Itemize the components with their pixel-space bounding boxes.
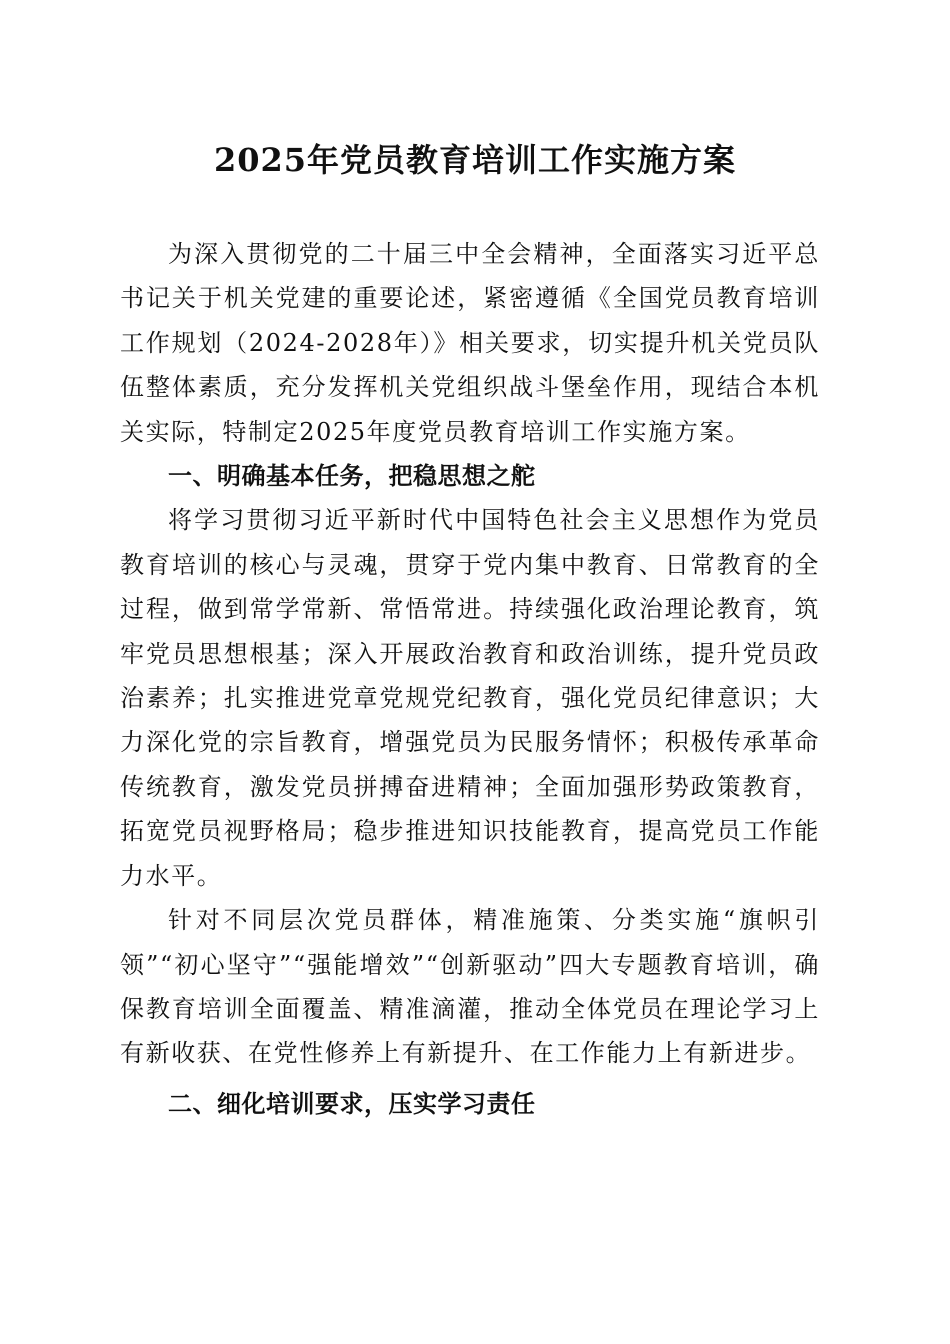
section-heading-2: 二、细化培训要求，压实学习责任 (168, 1089, 536, 1118)
section-heading-1: 一、明确基本任务，把稳思想之舵 (168, 462, 536, 491)
section-1-paragraph-1: 将学习贯彻习近平新时代中国特色社会主义思想作为党员教育培训的核心与灵魂，贯穿于党内集中教育、日常教育的全过程，做到常学常新、常悟常进。持续强化政治理论教育，筑牢党员思想根基；深入开展政治教育和政治训练，提升党员政治素养；扎实推进党章党规党纪教育，强化党员纪律意识；大力深化党的宗旨教育，增强党员为民服务情怀；积极传承革命传统教育，激发党员拼搏奋进精神；全面加强形势政策教育，拓宽党员视野格局；稳步推进知识技能教育，提高党员工作能力水平。 (120, 506, 820, 890)
document-body (120, 232, 820, 1126)
intro-paragraph: 为深入贯彻党的二十届三中全会精神，全面落实习近平总书记关于机关党建的重要论述，紧密遵循《全国党员教育培训工作规划（2024-2028年）》相关要求，切实提升机关党员队伍整体素质，充分发挥机关党组织战斗堡垒作用，现结合本机关实际，特制定2025年度党员教育培训工作实施方案。 (120, 240, 820, 446)
section-1-paragraph-2: 针对不同层次党员群体，精准施策、分类实施“旗帜引领”“初心坚守”“强能增效”“创新驱动”四大专题教育培训，确保教育培训全面覆盖、精准滴灌，推动全体党员在理论学习上有新收获、在党性修养上有新提升、在工作能力上有新进步。 (120, 906, 820, 1068)
document-title: 2025年党员教育培训工作实施方案 (213, 141, 737, 179)
